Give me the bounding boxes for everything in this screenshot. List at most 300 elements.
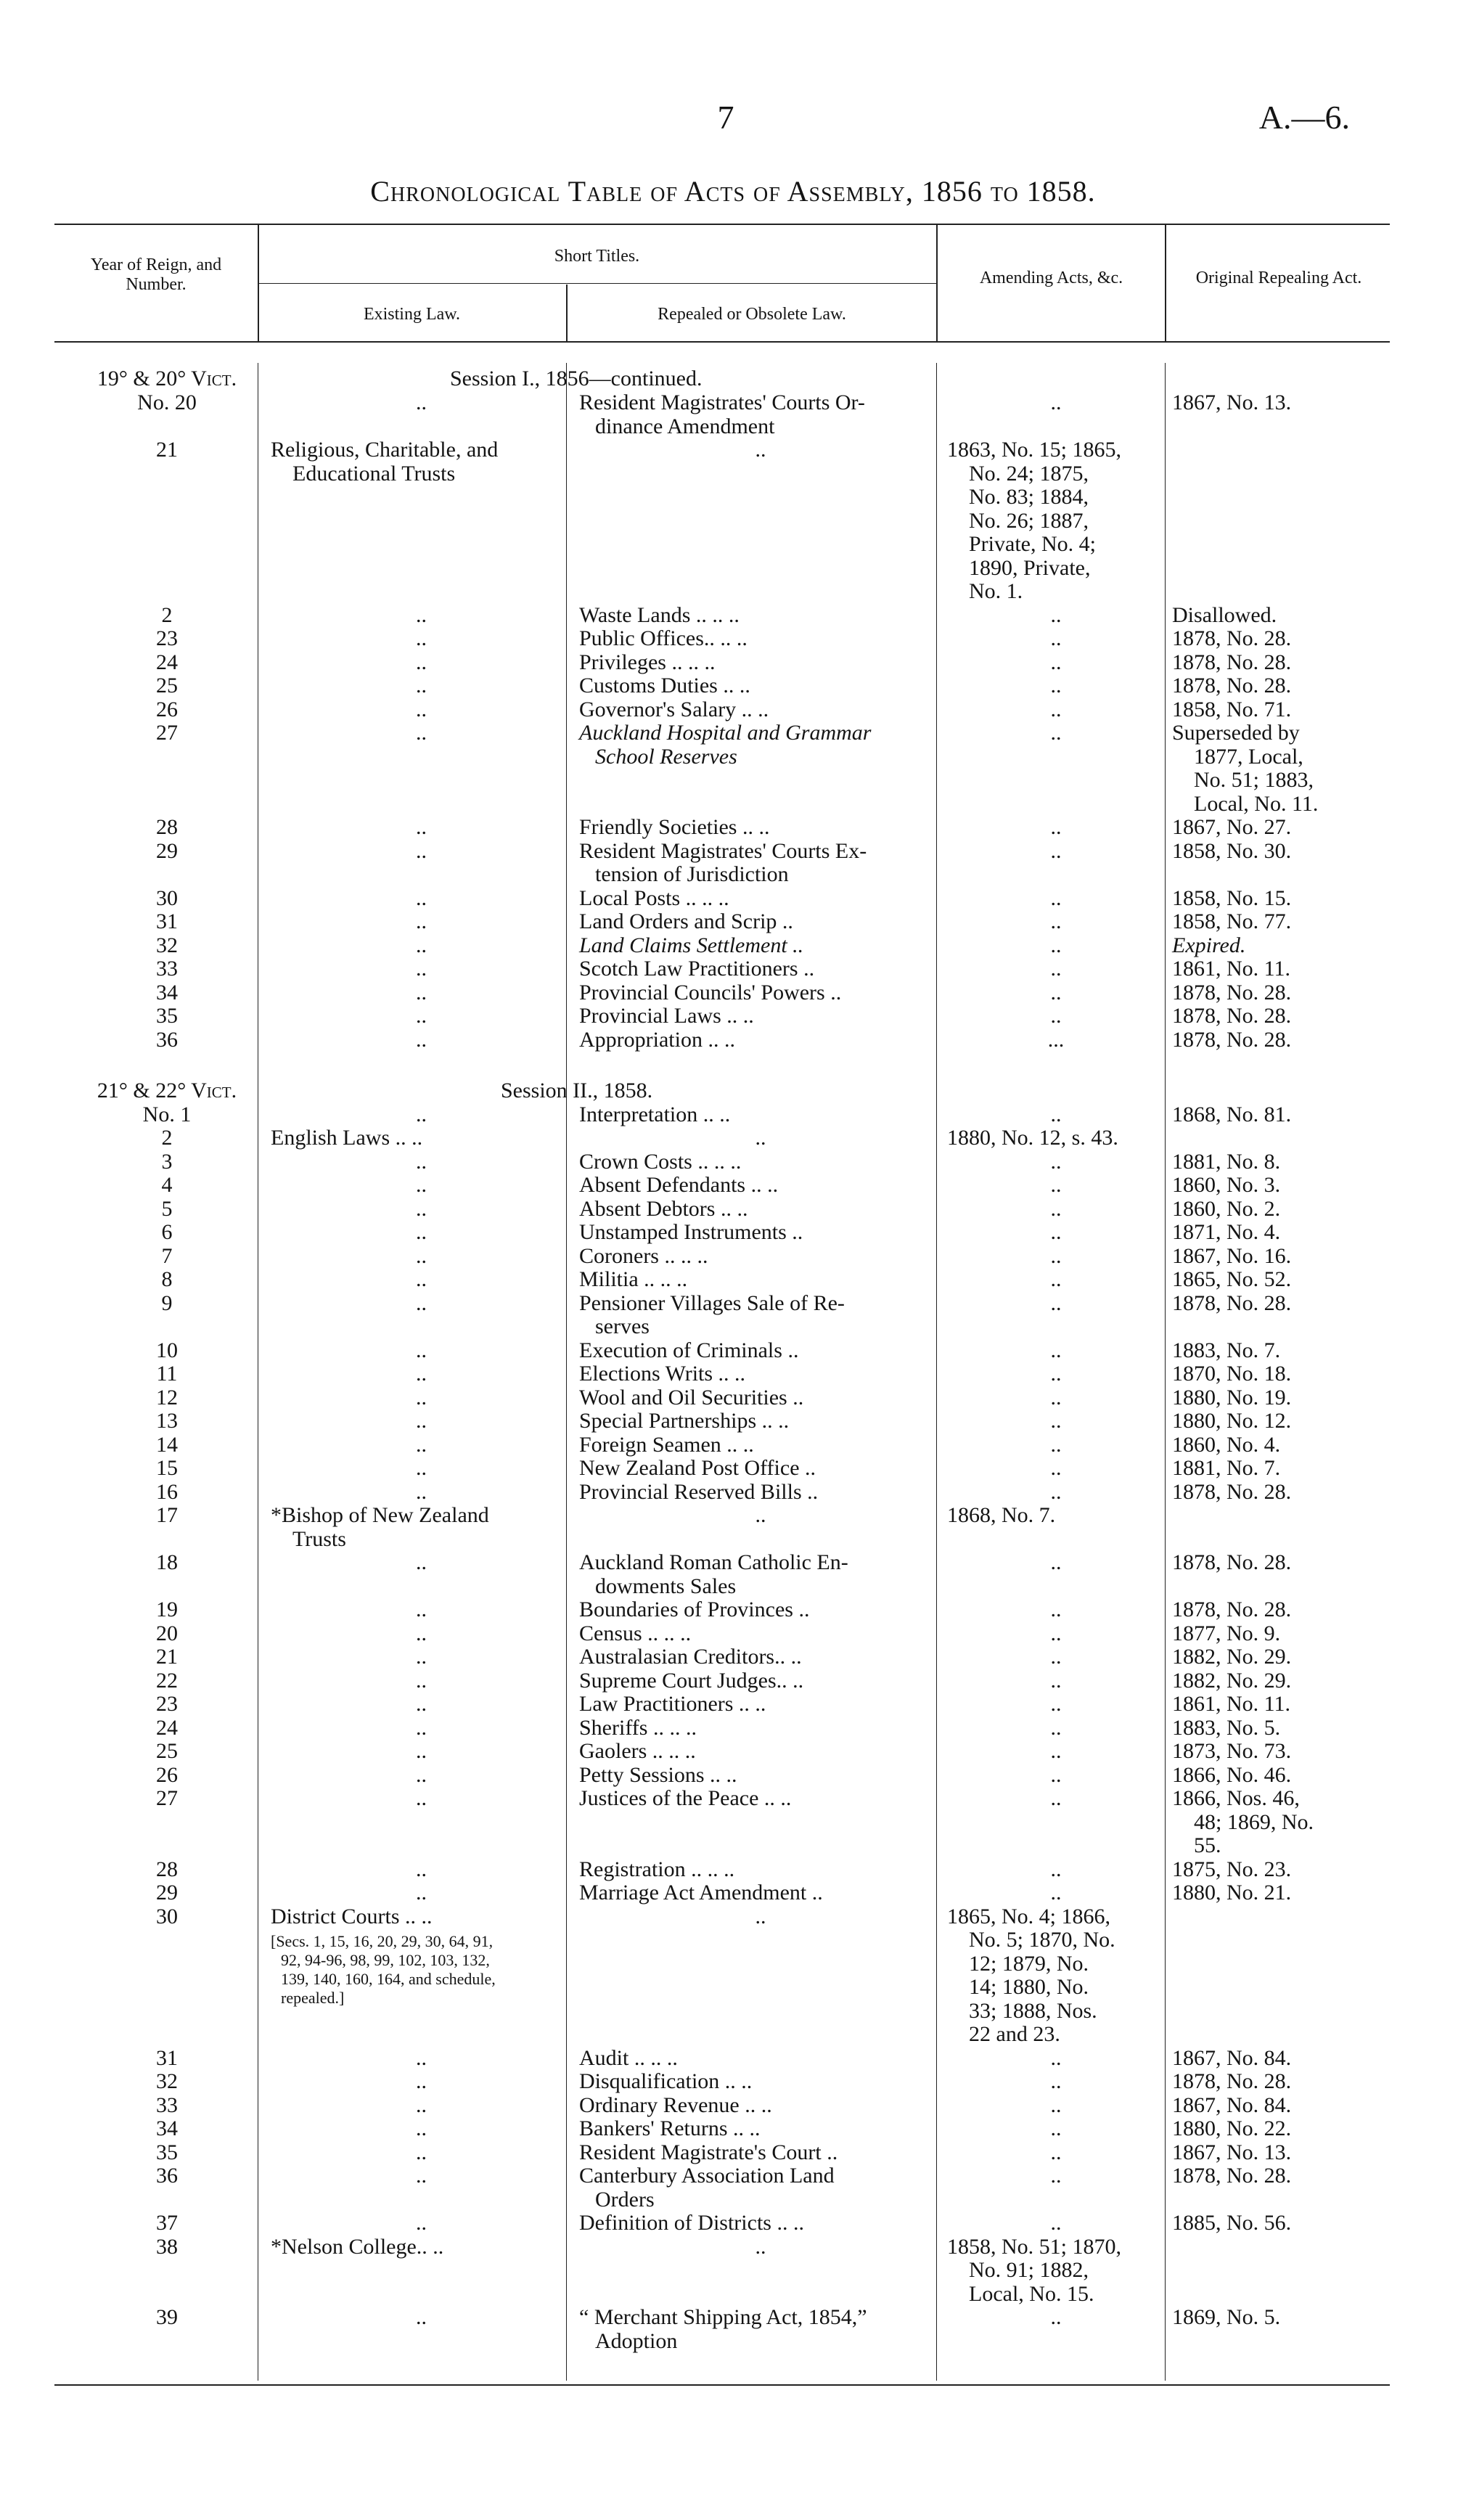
amending-acts: .. <box>1050 1338 1062 1362</box>
note-text: 92, 94-96, 98, 99, 102, 103, 132, <box>281 1951 490 1969</box>
original-repealing-act: 1866, No. 46. <box>1172 1762 1292 1787</box>
row-number: 17 <box>156 1503 178 1527</box>
original-repealing-act: 1880, No. 12. <box>1172 1409 1292 1433</box>
amending-acts: .. <box>1050 2069 1062 2093</box>
row-number: 31 <box>156 2045 178 2070</box>
amending-acts: .. <box>1050 2116 1062 2140</box>
row-number: 26 <box>156 1762 178 1787</box>
amending-acts: .. <box>1050 1196 1062 1221</box>
repealed-law: Interpretation .. .. <box>579 1102 731 1126</box>
existing-law: .. <box>416 1857 427 1881</box>
original-repealing-act: 1878, No. 28. <box>1172 626 1292 650</box>
amending-acts: .. <box>1050 697 1062 721</box>
document-reference: A.—6. <box>1258 99 1350 136</box>
row-number: 34 <box>156 980 178 1005</box>
existing-law: .. <box>416 1173 427 1197</box>
existing-law: .. <box>416 1196 427 1221</box>
row-number: 39 <box>156 2305 178 2329</box>
repealed-law: Registration .. .. .. <box>579 1857 735 1881</box>
amending-acts: .. <box>1050 1385 1062 1410</box>
original-repealing-act: 1875, No. 23. <box>1172 1857 1292 1881</box>
existing-law: .. <box>416 957 427 981</box>
row-number: 6 <box>161 1220 173 1244</box>
amending-acts: .. <box>1050 1550 1062 1574</box>
header-repealed: Repealed or Obsolete Law. <box>658 305 846 324</box>
repealed-law: Local Posts .. .. .. <box>579 885 729 910</box>
original-repealing-act: 1881, No. 7. <box>1172 1456 1281 1480</box>
existing-law: .. <box>416 390 427 414</box>
repealed-law: Coroners .. .. .. <box>579 1243 708 1268</box>
amending-acts: .. <box>1050 2305 1062 2329</box>
row-number: 5 <box>161 1196 173 1221</box>
existing-law: .. <box>416 1432 427 1457</box>
existing-law: .. <box>416 1715 427 1740</box>
original-repealing-act: 1871, No. 4. <box>1172 1220 1281 1244</box>
note-text: 139, 140, 160, 164, and schedule, <box>281 1970 496 1988</box>
repealed-law: serves <box>595 1314 650 1338</box>
amending-acts: Private, No. 4; <box>969 532 1096 556</box>
original-repealing-act: 1868, No. 81. <box>1172 1102 1292 1126</box>
note-text: repealed.] <box>281 1989 345 2007</box>
existing-law: .. <box>416 1004 427 1028</box>
repealed-law: School Reserves <box>595 744 737 769</box>
repealed-law: Australasian Creditors.. .. <box>579 1645 802 1669</box>
amending-acts: .. <box>1050 2140 1062 2164</box>
original-repealing-act: Disallowed. <box>1172 602 1277 627</box>
header-existing: Existing Law. <box>363 305 461 324</box>
existing-law: .. <box>416 885 427 910</box>
repealed-law: Pensioner Villages Sale of Re- <box>579 1290 845 1315</box>
repealed-law: Special Partnerships .. .. <box>579 1409 790 1433</box>
existing-law: .. <box>416 1267 427 1291</box>
repealed-law: Appropriation .. .. <box>579 1027 735 1052</box>
original-repealing-act: 1858, No. 15. <box>1172 885 1292 910</box>
reign-label-1: 19° & 20° Vict. <box>97 367 237 390</box>
existing-law: .. <box>416 980 427 1005</box>
row-number: 8 <box>161 1267 173 1291</box>
existing-law: .. <box>416 2140 427 2164</box>
amending-acts: .. <box>1050 2164 1062 2188</box>
row-number: 15 <box>156 1456 178 1480</box>
repealed-law: Gaolers .. .. .. <box>579 1739 696 1763</box>
existing-law: .. <box>416 674 427 698</box>
existing-law: .. <box>416 1479 427 1504</box>
repealed-law: Customs Duties .. .. <box>579 674 750 698</box>
existing-law: *Bishop of New Zealand <box>271 1503 489 1527</box>
amending-acts: .. <box>1050 1692 1062 1716</box>
row-number: 13 <box>156 1409 178 1433</box>
amending-acts: 22 and 23. <box>969 2022 1060 2046</box>
repealed-law: Justices of the Peace .. .. <box>579 1786 792 1810</box>
session-label-1: Session I., 1856—continued. <box>450 367 703 390</box>
existing-law: .. <box>416 1243 427 1268</box>
amending-acts: .. <box>1050 2211 1062 2235</box>
amending-acts: .. <box>1050 1243 1062 1268</box>
row-number: 4 <box>161 1173 173 1197</box>
repealed-law: New Zealand Post Office .. <box>579 1456 816 1480</box>
amending-acts: .. <box>1050 909 1062 933</box>
existing-law: .. <box>416 1762 427 1787</box>
original-repealing-act: 1878, No. 28. <box>1172 1004 1292 1028</box>
repealed-law: Privileges .. .. .. <box>579 650 716 674</box>
amending-acts: .. <box>1050 957 1062 981</box>
original-repealing-act: 1880, No. 21. <box>1172 1881 1292 1905</box>
row-number: 2 <box>161 602 173 627</box>
amending-acts: 12; 1879, No. <box>969 1951 1089 1976</box>
repealed-law: Foreign Seamen .. .. <box>579 1432 754 1457</box>
row-number: 2 <box>161 1126 173 1150</box>
row-number: 12 <box>156 1385 178 1410</box>
row-number: 18 <box>156 1550 178 1574</box>
existing-law: .. <box>416 1362 427 1386</box>
original-repealing-act: 1861, No. 11. <box>1172 957 1291 981</box>
row-number: 27 <box>156 721 178 745</box>
original-repealing-act: 1858, No. 30. <box>1172 838 1292 863</box>
row-number: No. 20 <box>137 390 197 414</box>
amending-acts: .. <box>1050 1739 1062 1763</box>
repealed-law: Absent Debtors .. .. <box>579 1196 748 1221</box>
row-number: No. 1 <box>142 1102 192 1126</box>
repealed-law: Bankers' Returns .. .. <box>579 2116 761 2140</box>
repealed-law: Elections Writs .. .. <box>579 1362 746 1386</box>
header-bottom-rule <box>54 341 1390 343</box>
repealed-law: Ordinary Revenue .. .. <box>579 2092 772 2117</box>
existing-law: English Laws .. .. <box>271 1126 423 1150</box>
existing-law: .. <box>416 650 427 674</box>
amending-acts: .. <box>1050 1173 1062 1197</box>
row-number: 14 <box>156 1432 178 1457</box>
row-number: 21 <box>156 438 178 462</box>
amending-acts: .. <box>1050 602 1062 627</box>
amending-acts: .. <box>1050 390 1062 414</box>
amending-acts: .. <box>1050 980 1062 1005</box>
original-repealing-act: 1860, No. 4. <box>1172 1432 1281 1457</box>
repealed-law: Execution of Criminals .. <box>579 1338 799 1362</box>
repealed-law: “ Merchant Shipping Act, 1854,” <box>579 2305 867 2329</box>
repealed-law: Land Orders and Scrip .. <box>579 909 793 933</box>
row-number: 35 <box>156 2140 178 2164</box>
row-number: 37 <box>156 2211 178 2235</box>
header-year: Year of Reign, and Number. <box>90 255 222 294</box>
repealed-law: Petty Sessions .. .. <box>579 1762 737 1787</box>
amending-acts: 1865, No. 4; 1866, <box>947 1904 1110 1928</box>
row-number: 38 <box>156 2234 178 2259</box>
amending-acts: .. <box>1050 1456 1062 1480</box>
row-number: 30 <box>156 885 178 910</box>
repealed-law: Sheriffs .. .. .. <box>579 1715 697 1740</box>
original-repealing-act: 1877, No. 9. <box>1172 1621 1281 1645</box>
amending-acts: .. <box>1050 1409 1062 1433</box>
amending-acts: .. <box>1050 838 1062 863</box>
existing-law: .. <box>416 1456 427 1480</box>
repealed-law: Definition of Districts .. .. <box>579 2211 804 2235</box>
repealed-law: .. <box>755 1904 766 1928</box>
amending-acts: No. 26; 1887, <box>969 508 1089 533</box>
existing-law: .. <box>416 909 427 933</box>
row-number: 26 <box>156 697 178 721</box>
existing-law: .. <box>416 1881 427 1905</box>
body-divider-4 <box>1165 363 1166 2381</box>
original-repealing-act: 1866, Nos. 46, <box>1172 1786 1300 1810</box>
existing-law: .. <box>416 1550 427 1574</box>
amending-acts: No. 1. <box>969 579 1023 603</box>
repealed-law: Unstamped Instruments .. <box>579 1220 803 1244</box>
row-number: 28 <box>156 1857 178 1881</box>
amending-acts: ... <box>1047 1027 1065 1052</box>
session-label-2: Session II., 1858. <box>501 1079 653 1102</box>
amending-acts: .. <box>1050 1621 1062 1645</box>
row-number: 10 <box>156 1338 178 1362</box>
short-titles-rule <box>258 283 936 284</box>
repealed-law: Resident Magistrates' Courts Ex- <box>579 838 867 863</box>
existing-law: *Nelson College.. .. <box>271 2234 444 2259</box>
row-number: 25 <box>156 1739 178 1763</box>
original-repealing-act: 1885, No. 56. <box>1172 2211 1292 2235</box>
row-number: 25 <box>156 674 178 698</box>
original-repealing-act: 1865, No. 52. <box>1172 1267 1292 1291</box>
amending-acts: 1868, No. 7. <box>947 1503 1056 1527</box>
original-repealing-act: 1883, No. 5. <box>1172 1715 1281 1740</box>
existing-law: .. <box>416 1027 427 1052</box>
existing-law: .. <box>416 1668 427 1693</box>
amending-acts: 14; 1880, No. <box>969 1975 1089 1999</box>
existing-law: .. <box>416 838 427 863</box>
amending-acts: .. <box>1050 933 1062 957</box>
amending-acts: .. <box>1050 1857 1062 1881</box>
amending-acts: .. <box>1050 626 1062 650</box>
amending-acts: .. <box>1050 1715 1062 1740</box>
amending-acts: .. <box>1050 1267 1062 1291</box>
existing-law: .. <box>416 2045 427 2070</box>
row-number: 28 <box>156 815 178 839</box>
amending-acts: .. <box>1050 1362 1062 1386</box>
amending-acts: .. <box>1050 1786 1062 1810</box>
repealed-law: .. <box>755 438 766 462</box>
repealed-law: Provincial Laws .. .. <box>579 1004 754 1028</box>
row-number: 23 <box>156 1692 178 1716</box>
header-top-rule <box>54 224 1390 225</box>
row-number: 29 <box>156 838 178 863</box>
row-number: 19 <box>156 1598 178 1621</box>
row-number: 22 <box>156 1668 178 1693</box>
original-repealing-act: 1860, No. 3. <box>1172 1173 1281 1197</box>
amending-acts: No. 83; 1884, <box>969 485 1089 509</box>
row-number: 21 <box>156 1645 178 1669</box>
existing-law: .. <box>416 1102 427 1126</box>
row-number: 33 <box>156 2092 178 2117</box>
repealed-law: Disqualification .. .. <box>579 2069 753 2093</box>
repealed-law: Public Offices.. .. .. <box>579 626 748 650</box>
existing-law: .. <box>416 697 427 721</box>
repealed-law: Law Practitioners .. .. <box>579 1692 766 1716</box>
existing-law: .. <box>416 2305 427 2329</box>
amending-acts: .. <box>1050 1004 1062 1028</box>
amending-acts: 1858, No. 51; 1870, <box>947 2234 1121 2259</box>
amending-acts: 1880, No. 12, s. 43. <box>947 1126 1118 1150</box>
row-number: 23 <box>156 626 178 650</box>
repealed-law: Militia .. .. .. <box>579 1267 688 1291</box>
amending-acts: No. 5; 1870, No. <box>969 1928 1115 1952</box>
repealed-law: Auckland Roman Catholic En- <box>579 1550 848 1574</box>
table-bottom-rule <box>54 2384 1390 2386</box>
amending-acts: 1863, No. 15; 1865, <box>947 438 1121 462</box>
repealed-law: Land Claims Settlement .. <box>579 933 804 957</box>
original-repealing-act: 1882, No. 29. <box>1172 1645 1292 1669</box>
existing-law: .. <box>416 626 427 650</box>
amending-acts: 33; 1888, Nos. <box>969 1998 1097 2023</box>
existing-law: .. <box>416 1645 427 1669</box>
repealed-law: Resident Magistrates' Courts Or- <box>579 390 865 414</box>
repealed-law: Supreme Court Judges.. .. <box>579 1668 804 1693</box>
original-repealing-act: 1878, No. 28. <box>1172 1598 1292 1621</box>
existing-law: .. <box>416 933 427 957</box>
original-repealing-act: 1880, No. 19. <box>1172 1385 1292 1410</box>
amending-acts: .. <box>1050 721 1062 745</box>
row-number: 32 <box>156 933 178 957</box>
repealed-law: Waste Lands .. .. .. <box>579 602 740 627</box>
row-number: 11 <box>156 1362 178 1386</box>
repealed-law: .. <box>755 2234 766 2259</box>
amending-acts: .. <box>1050 1479 1062 1504</box>
repealed-law: Resident Magistrate's Court .. <box>579 2140 838 2164</box>
original-repealing-act: 1878, No. 28. <box>1172 1550 1292 1574</box>
original-repealing-act: 1877, Local, <box>1194 744 1303 769</box>
row-number: 33 <box>156 957 178 981</box>
original-repealing-act: 55. <box>1194 1833 1221 1857</box>
original-repealing-act: Superseded by <box>1172 721 1300 745</box>
row-number: 9 <box>161 1290 173 1315</box>
existing-law: Trusts <box>292 1526 346 1551</box>
row-number: 20 <box>156 1621 178 1645</box>
row-number: 32 <box>156 2069 178 2093</box>
amending-acts: .. <box>1050 1432 1062 1457</box>
amending-acts: .. <box>1050 1149 1062 1174</box>
amending-acts: .. <box>1050 1668 1062 1693</box>
original-repealing-act: 1880, No. 22. <box>1172 2116 1292 2140</box>
row-number: 27 <box>156 1786 178 1810</box>
existing-law: Educational Trusts <box>292 461 456 486</box>
existing-law: .. <box>416 1692 427 1716</box>
amending-acts: .. <box>1050 815 1062 839</box>
row-number: 30 <box>156 1904 178 1928</box>
existing-law: .. <box>416 815 427 839</box>
existing-law: .. <box>416 1385 427 1410</box>
row-number: 16 <box>156 1479 178 1504</box>
original-repealing-act: 1878, No. 28. <box>1172 2164 1292 2188</box>
row-number: 24 <box>156 1715 178 1740</box>
amending-acts: .. <box>1050 2092 1062 2117</box>
repealed-law: Provincial Councils' Powers .. <box>579 980 842 1005</box>
original-repealing-act: 1858, No. 77. <box>1172 909 1292 933</box>
existing-law: .. <box>416 1598 427 1621</box>
repealed-law: Wool and Oil Securities .. <box>579 1385 804 1410</box>
original-repealing-act: 1878, No. 28. <box>1172 650 1292 674</box>
existing-law: .. <box>416 1739 427 1763</box>
original-repealing-act: 1878, No. 28. <box>1172 674 1292 698</box>
repealed-law: Absent Defendants .. .. <box>579 1173 779 1197</box>
amending-acts: .. <box>1050 1102 1062 1126</box>
repealed-law: .. <box>755 1126 766 1150</box>
existing-law: .. <box>416 2092 427 2117</box>
original-repealing-act: 1867, No. 27. <box>1172 815 1292 839</box>
header-short-titles: Short Titles. <box>554 247 640 266</box>
repealed-law: .. <box>755 1503 766 1527</box>
amending-acts: Local, No. 15. <box>969 2281 1094 2306</box>
repealed-law: Canterbury Association Land <box>579 2164 835 2188</box>
row-number: 31 <box>156 909 178 933</box>
original-repealing-act: 1869, No. 5. <box>1172 2305 1281 2329</box>
repealed-law: Census .. .. .. <box>579 1621 692 1645</box>
repealed-law: Crown Costs .. .. .. <box>579 1149 742 1174</box>
original-repealing-act: 1878, No. 28. <box>1172 980 1292 1005</box>
amending-acts: No. 91; 1882, <box>969 2258 1089 2282</box>
original-repealing-act: 1870, No. 18. <box>1172 1362 1292 1386</box>
repealed-law: dowments Sales <box>595 1574 737 1598</box>
amending-acts: 1890, Private, <box>969 555 1091 580</box>
repealed-law: Governor's Salary .. .. <box>579 697 769 721</box>
amending-acts: .. <box>1050 1881 1062 1905</box>
existing-law: .. <box>416 2211 427 2235</box>
existing-law: .. <box>416 1149 427 1174</box>
row-number: 7 <box>161 1243 173 1268</box>
original-repealing-act: 1878, No. 28. <box>1172 2069 1292 2093</box>
amending-acts: No. 24; 1875, <box>969 461 1089 486</box>
original-repealing-act: 1867, No. 16. <box>1172 1243 1292 1268</box>
existing-law: .. <box>416 1621 427 1645</box>
table-title: Chronological Table of Acts of Assembly, 1856 to 1858. <box>370 175 1096 208</box>
repealed-law: Adoption <box>595 2328 678 2353</box>
existing-law: .. <box>416 721 427 745</box>
existing-law: Religious, Charitable, and <box>271 438 499 462</box>
original-repealing-act: 1873, No. 73. <box>1172 1739 1292 1763</box>
row-number: 34 <box>156 2116 178 2140</box>
existing-law: .. <box>416 1338 427 1362</box>
row-number: 24 <box>156 650 178 674</box>
original-repealing-act: 1882, No. 29. <box>1172 1668 1292 1693</box>
row-number: 36 <box>156 1027 178 1052</box>
original-repealing-act: 1867, No. 13. <box>1172 2140 1292 2164</box>
existing-law: .. <box>416 602 427 627</box>
existing-law: .. <box>416 1409 427 1433</box>
amending-acts: .. <box>1050 885 1062 910</box>
existing-law: District Courts .. .. <box>271 1904 433 1928</box>
header-original: Original Repealing Act. <box>1195 269 1362 287</box>
page-number: 7 <box>717 99 734 136</box>
original-repealing-act: Local, No. 11. <box>1194 791 1319 816</box>
original-repealing-act: 48; 1869, No. <box>1194 1809 1314 1834</box>
reign-label-2: 21° & 22° Vict. <box>97 1079 237 1102</box>
existing-law: .. <box>416 2116 427 2140</box>
repealed-law: Friendly Societies .. .. <box>579 815 770 839</box>
header-amending: Amending Acts, &c. <box>979 269 1123 287</box>
repealed-law: Boundaries of Provinces .. <box>579 1598 810 1621</box>
amending-acts: .. <box>1050 650 1062 674</box>
repealed-law: Marriage Act Amendment .. <box>579 1881 823 1905</box>
original-repealing-act: 1867, No. 84. <box>1172 2092 1292 2117</box>
original-repealing-act: 1867, No. 84. <box>1172 2045 1292 2070</box>
original-repealing-act: 1867, No. 13. <box>1172 390 1292 414</box>
repealed-law: Provincial Reserved Bills .. <box>579 1479 819 1504</box>
repealed-law: Orders <box>595 2187 655 2212</box>
existing-law: .. <box>416 1220 427 1244</box>
original-repealing-act: 1883, No. 7. <box>1172 1338 1281 1362</box>
existing-law: .. <box>416 2164 427 2188</box>
existing-law: .. <box>416 2069 427 2093</box>
original-repealing-act: 1858, No. 71. <box>1172 697 1292 721</box>
amending-acts: .. <box>1050 1290 1062 1315</box>
amending-acts: .. <box>1050 1598 1062 1621</box>
repealed-law: tension of Jurisdiction <box>595 862 789 886</box>
